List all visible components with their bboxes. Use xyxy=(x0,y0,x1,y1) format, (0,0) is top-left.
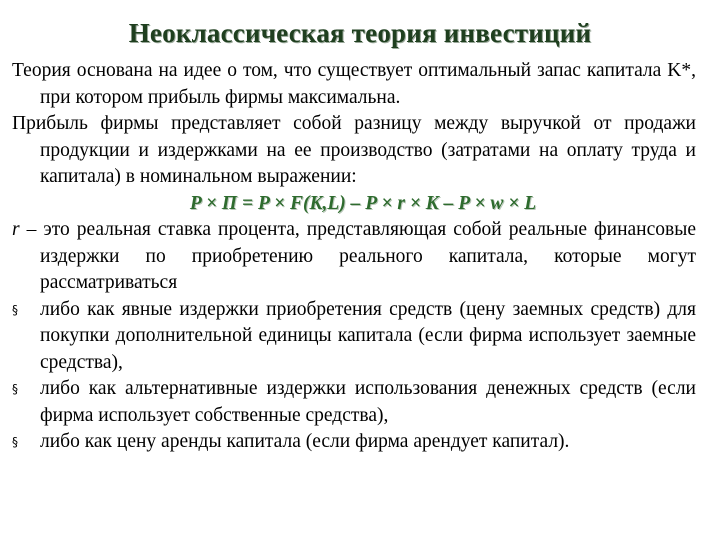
slide-body xyxy=(12,58,696,456)
bullet-marker-icon: § xyxy=(12,435,18,449)
bullet-marker-icon: § xyxy=(12,302,18,317)
bullet-text: либо как цену аренды капитала (если фирма арендует капитал). xyxy=(40,431,570,452)
profit-formula: P × П = P × F(K,L) – P × r × K – P × w × L xyxy=(189,192,537,214)
paragraph-profit-definition: Прибыль фирмы представляет собой разницу между выручкой от продажи продукции и издержками на ее производство (затратами на оплату труда и капитала) в номинальном выражении: xyxy=(12,113,696,187)
r-symbol: r xyxy=(12,219,20,240)
list-item xyxy=(12,297,696,377)
list-item xyxy=(12,429,696,456)
list-item xyxy=(12,376,696,429)
bullet-text: либо как явные издержки приобретения средств (цену заемных средств) для покупки дополнительной единицы капитала (если фирма использует заемные средства), xyxy=(40,298,696,373)
bullet-text: либо как альтернативные издержки использования денежных средств (если фирма использует собственные средства), xyxy=(40,378,696,426)
slide-title: Неоклассическая теория инвестиций xyxy=(128,18,592,48)
paragraph-optimal-capital: Теория основана на идее о том, что существует оптимальный запас капитала K*, при котором прибыль фирмы максимальна. xyxy=(12,60,696,108)
r-description: – это реальная ставка процента, представляющая собой реальные финансовые издержки по приобретению реального капитала, которые могут рассматриваться xyxy=(19,219,696,293)
bullet-marker-icon: § xyxy=(12,382,18,396)
paragraph-interest-rate xyxy=(12,217,696,297)
